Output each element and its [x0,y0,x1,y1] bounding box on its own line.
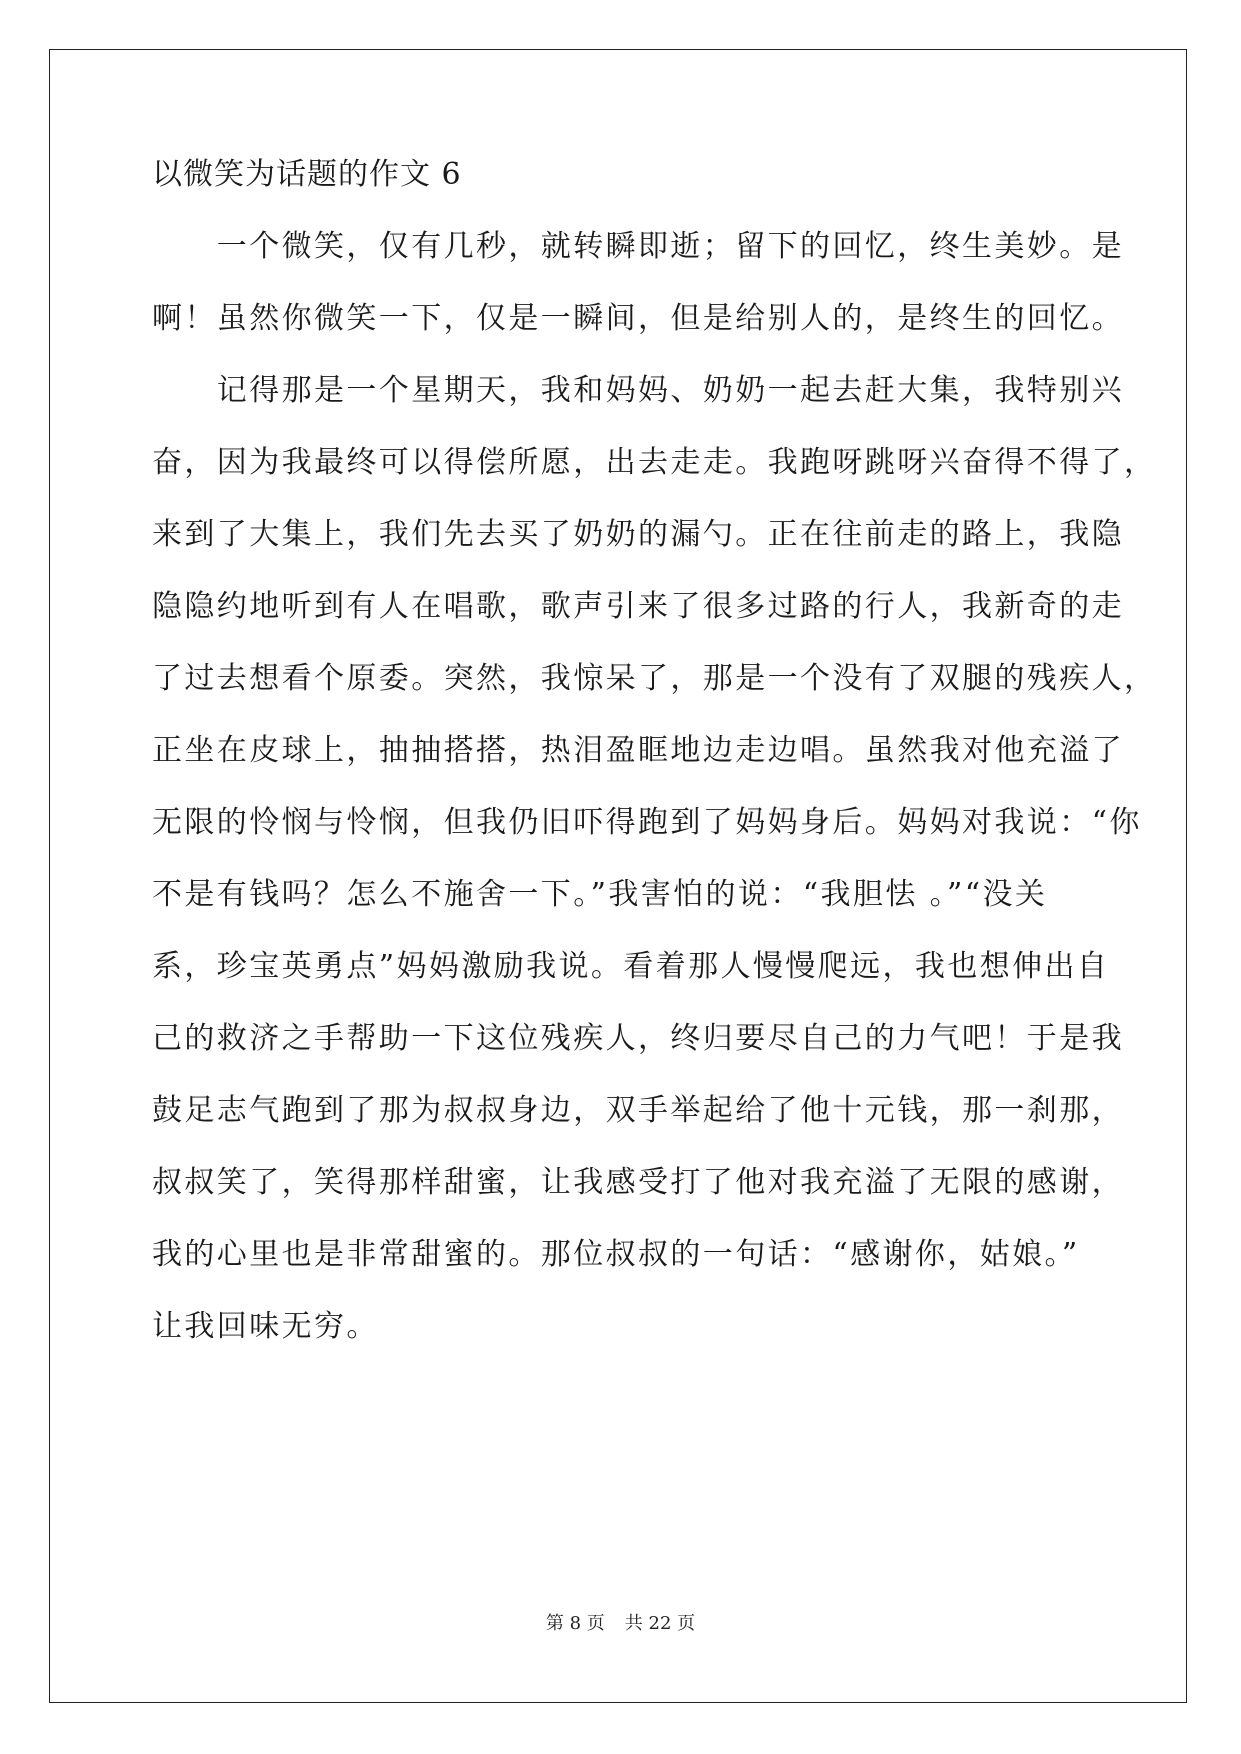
paragraph-2-line-5: 了过去想看个原委。突然，我惊呆了，那是一个没有了双腿的残疾人， [152,661,1157,696]
paragraph-2-line-13: 我的心里也是非常甜蜜的。那位叔叔的一句话：“感谢你，姑娘。” [152,1237,1080,1272]
document-title: 以微笑为话题的作文 6 [152,157,462,192]
paragraph-2-line-12: 叔叔笑了，笑得那样甜蜜，让我感受打了他对我充溢了无限的感谢， [152,1165,1124,1200]
paragraph-2-line-6: 正坐在皮球上，抽抽搭搭，热泪盈眶地边走边唱。虽然我对他充溢了 [152,733,1124,768]
paragraph-2-line-2: 奋，因为我最终可以得偿所愿，出去走走。我跑呀跳呀兴奋得不得了， [152,445,1157,480]
paragraph-2-line-11: 鼓足志气跑到了那为叔叔身边，双手举起给了他十元钱，那一刹那， [152,1093,1124,1128]
paragraph-2-line-9: 系，珍宝英勇点”妈妈激励我说。看着那人慢慢爬远，我也想伸出自 [152,949,1110,984]
paragraph-2-line-4: 隐隐约地听到有人在唱歌，歌声引来了很多过路的行人，我新奇的走 [152,589,1124,624]
page-footer [0,1612,1241,1636]
paragraph-2-line-14: 让我回味无穷。 [152,1309,379,1344]
paragraph-2-line-10: 己的救济之手帮助一下这位残疾人，终归要尽自己的力气吧！于是我 [152,1021,1124,1056]
paragraph-2-line-8: 不是有钱吗？怎么不施舍一下。”我害怕的说：“我胆怯 。”“没关 [152,877,1048,912]
page-total: 共 22 页 [624,1613,696,1634]
paragraph-1-line-2: 啊！虽然你微笑一下，仅是一瞬间，但是给别人的，是终生的回忆。 [152,301,1124,336]
paragraph-2-line-7: 无限的怜悯与怜悯，但我仍旧吓得跑到了妈妈身后。妈妈对我说：“你 [152,805,1142,840]
paragraph-2-line-1: 记得那是一个星期天，我和妈妈、奶奶一起去赶大集，我特别兴 [152,373,1124,408]
page-number: 第 8 页 [545,1613,605,1634]
paragraph-2-line-3: 来到了大集上，我们先去买了奶奶的漏勺。正在往前走的路上，我隐 [152,517,1124,552]
paragraph-1-line-1: 一个微笑，仅有几秒，就转瞬即逝；留下的回忆，终生美妙。是 [152,229,1124,264]
